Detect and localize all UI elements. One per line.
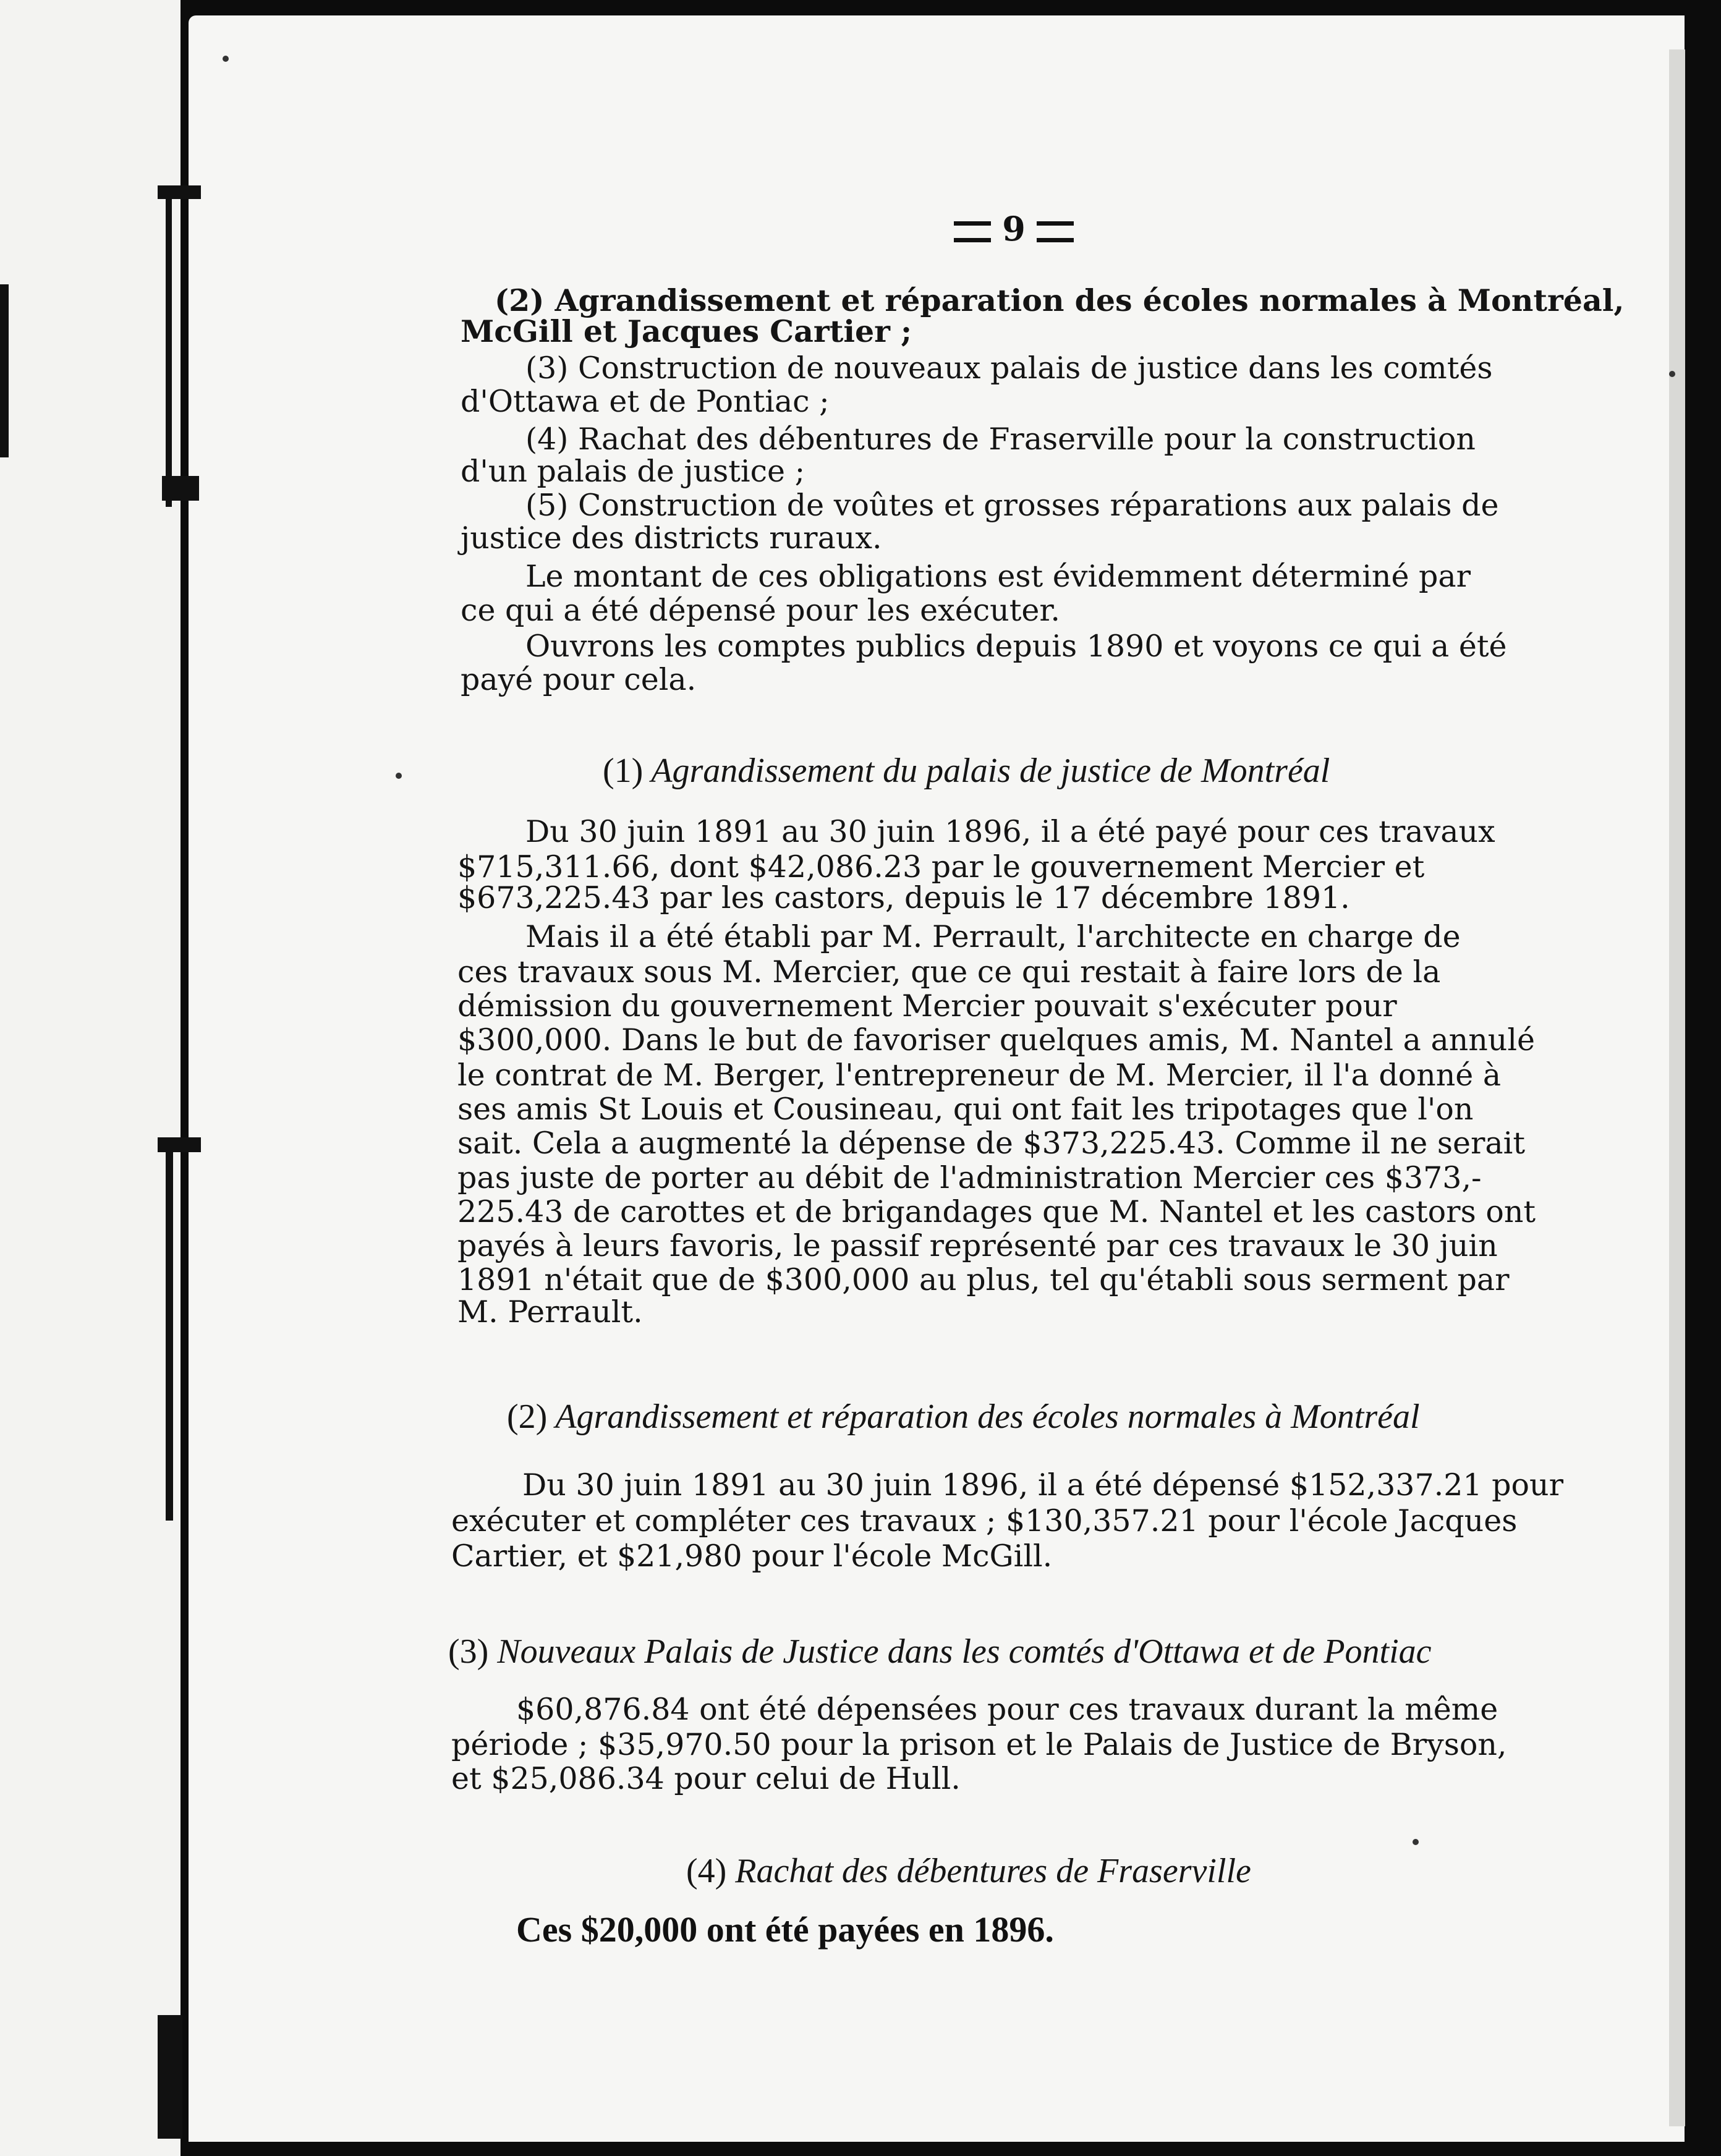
intro-line: (4) Rachat des débentures de Fraserville pour la construction [525,422,1476,457]
binding-mark [162,476,199,501]
ink-speck [223,56,229,62]
section-heading [603,751,1330,791]
section-line: et $25,086.34 pour celui de Hull. [451,1761,961,1796]
section-line: $673,225.43 par les castors, depuis le 17 décembre 1891. [457,880,1350,915]
intro-line: payé pour cela. [461,662,697,697]
binding-mark [166,185,172,507]
intro-line: d'Ottawa et de Pontiac ; [461,384,830,419]
binding-mark [166,1137,173,1521]
page-number-value: 9 [1002,209,1026,248]
section-number: (3) [448,1632,489,1671]
section-line: Cartier, et $21,980 pour l'école McGill. [451,1538,1053,1574]
section-line: démission du gouvernement Mercier pouvait s'exécuter pour [457,988,1397,1024]
ink-speck [396,773,402,779]
ink-speck [1413,1839,1419,1845]
section-line: Du 30 juin 1891 au 30 juin 1896, il a été payé pour ces travaux [525,814,1495,849]
intro-line: (3) Construction de nouveaux palais de justice dans les comtés [525,350,1493,386]
section-line: sait. Cela a augmenté la dépense de $373,225.43. Comme il ne serait [457,1126,1526,1161]
section-line: 1891 n'était que de $300,000 au plus, tel qu'établi sous serment par [457,1262,1510,1297]
section-line: Du 30 juin 1891 au 30 juin 1896, il a été dépensé $152,337.21 pour [522,1467,1563,1503]
intro-line: Le montant de ces obligations est évidemment déterminé par [525,559,1471,594]
section-line: payés à leurs favoris, le passif représenté par ces travaux le 30 juin [457,1228,1498,1263]
section-line: 225.43 de carottes et de brigandages que M. Nantel et les castors ont [457,1194,1536,1229]
adjacent-page-margin [0,0,181,2156]
section-line: M. Perrault. [457,1294,643,1330]
intro-line: (2) Agrandissement et réparation des écoles normales à Montréal, [495,282,1625,318]
section-line: $715,311.66, dont $42,086.23 par le gouvernement Mercier et [457,849,1425,885]
section-title: Agrandissement et réparation des écoles normales à Montréal [555,1398,1420,1436]
page-number-dash [1037,221,1074,242]
page-number-dash [954,221,991,242]
page-number [921,204,1107,253]
section-line: le contrat de M. Berger, l'entrepreneur de M. Mercier, il l'a donné à [457,1058,1502,1093]
intro-line: justice des districts ruraux. [461,520,882,556]
intro-line: d'un palais de justice ; [461,454,805,489]
section-line: exécuter et compléter ces travaux ; $130,357.21 pour l'école Jacques [451,1503,1518,1538]
section-heading [507,1397,1420,1437]
section-line: période ; $35,970.50 pour la prison et le Palais de Justice de Bryson, [451,1727,1507,1762]
section-line: ces travaux sous M. Mercier, que ce qui restait à faire lors de la [457,954,1441,990]
binding-mark [0,284,9,457]
page-edge-shadow [1669,49,1685,2126]
intro-line: ce qui a été dépensé pour les exécuter. [461,593,1060,628]
section-line: pas juste de porter au débit de l'administration Mercier ces $373,- [457,1160,1482,1195]
section-title: Agrandissement du palais de justice de Montréal [651,752,1330,790]
section-number: (1) [603,752,644,790]
section-line: Ces $20,000 ont été payées en 1896. [516,1909,1054,1950]
section-heading [686,1851,1251,1891]
binding-mark [158,2015,182,2139]
binding-mark [158,185,201,199]
section-number: (4) [686,1852,727,1890]
intro-line: Ouvrons les comptes publics depuis 1890 et voyons ce qui a été [525,629,1507,664]
section-number: (2) [507,1398,548,1436]
binding-mark [158,1137,201,1152]
intro-line: (5) Construction de voûtes et grosses réparations aux palais de [525,488,1499,523]
section-heading [448,1632,1432,1671]
ink-speck [1669,371,1675,377]
section-line: $300,000. Dans le but de favoriser quelques amis, M. Nantel a annulé [457,1022,1536,1058]
section-line: $60,876.84 ont été dépensées pour ces travaux durant la même [516,1692,1498,1727]
section-title: Nouveaux Palais de Justice dans les comtés d'Ottawa et de Pontiac [497,1632,1432,1671]
section-title: Rachat des débentures de Fraserville [735,1852,1251,1890]
section-line: Mais il a été établi par M. Perrault, l'architecte en charge de [525,919,1461,954]
section-line: ses amis St Louis et Cousineau, qui ont fait les tripotages que l'on [457,1092,1474,1127]
intro-line: McGill et Jacques Cartier ; [461,313,912,349]
